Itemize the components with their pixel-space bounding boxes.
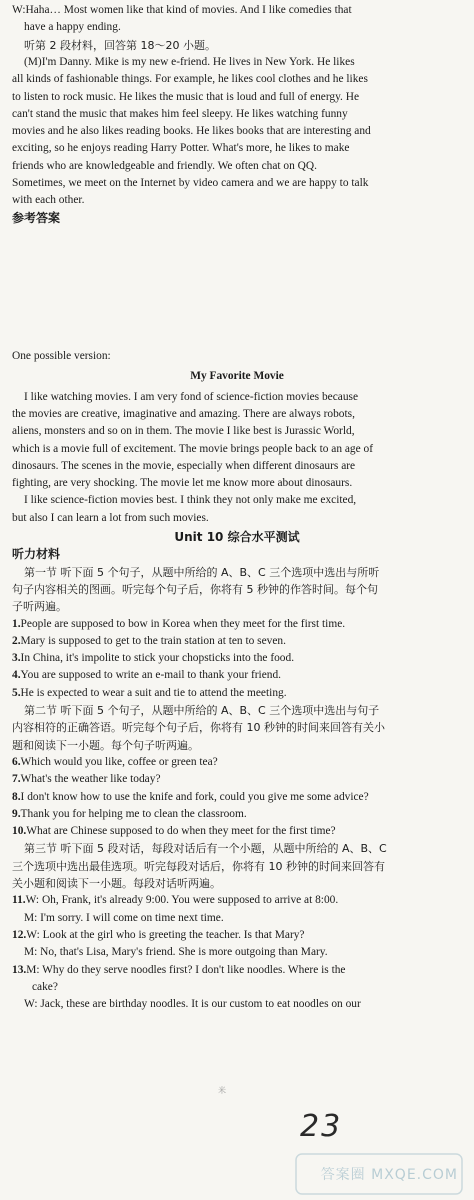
passage-line: have a happy ending.: [24, 21, 121, 34]
dialogue-line: [32, 979, 464, 996]
listening-sentence: [12, 667, 464, 684]
item-number: 3.: [12, 652, 21, 665]
item-number: 2.: [12, 634, 21, 647]
section-instruction: 关小题和阅读下一小题。每段对话听两遍。: [12, 877, 221, 890]
passage-line: friends who are knowledgeable and friendly. We often chat on QQ.: [12, 159, 317, 172]
section-instruction: 第三节 听下面 5 段对话，每段对话后有一个小题，从题中所给的 A、B、C: [24, 842, 387, 856]
essay-line: aliens, monsters and so on in them. The movie I like best is Jurassic World,: [12, 425, 355, 438]
item-number: 11.: [12, 894, 26, 907]
item-text: What's the weather like today?: [20, 773, 161, 786]
item-text: Which would you like, coffee or green tea?: [20, 755, 218, 768]
item-number: 10.: [12, 825, 27, 838]
section-instruction: 第一节 听下面 5 个句子，从题中所给的 A、B、C 三个选项中选出与所听: [24, 565, 380, 579]
passage-line: can't stand the music that makes him feel sleepy. He likes watching funny: [12, 107, 348, 120]
listening-heading: 听力材料: [12, 547, 61, 562]
item-text: Mary is supposed to get to the train station at ten to seven.: [20, 634, 286, 647]
listening-sentence: [12, 650, 464, 667]
dialogue-line: [12, 962, 464, 979]
passage-line: W:Haha… Most women like that kind of movies. And I like comedies that: [12, 4, 352, 16]
essay-line: the movies are creative, imaginative and amazing. There are always robots,: [12, 407, 355, 420]
item-text: He is expected to wear a suit and tie to attend the meeting.: [20, 686, 287, 699]
essay-line: but also I can learn a lot from such movies.: [12, 511, 209, 524]
unit-title: Unit 10 综合水平测试: [174, 530, 300, 544]
possible-version-label: One possible version:: [12, 350, 111, 362]
section-instruction: 句子内容相关的图画。听完每个句子后，你将有 5 秒钟的作答时间。每个句: [12, 582, 378, 596]
handwritten-page-number: 23: [300, 1109, 343, 1144]
answers-heading: 参考答案: [12, 210, 61, 225]
listening-sentence: [12, 823, 464, 840]
dialogue-line: [24, 944, 464, 961]
passage-line: with each other.: [12, 194, 85, 207]
item-text: cake?: [32, 980, 58, 993]
essay-line: I like science-fiction movies best. I think they not only make me excited,: [24, 494, 357, 507]
dialogue-line: [12, 927, 464, 944]
item-number: 12.: [12, 928, 27, 941]
item-text: M: I'm sorry. I will come on time next time.: [24, 911, 224, 924]
essay-line: fighting, are very shocking. The movie let me know more about dinosaurs.: [12, 477, 353, 490]
item-number: 4.: [12, 669, 21, 682]
small-mark: 米: [218, 1086, 226, 1095]
section-instruction: 三个选项中选出最佳选项。听完每段对话后，你将有 10 秒钟的时间来回答有: [12, 859, 385, 873]
item-text: Thank you for helping me to clean the classroom.: [20, 807, 247, 820]
essay-line: which is a movie full of excitement. The movie brings people back to an age of: [12, 442, 374, 455]
watermark-text: 答案圈 MXQE.COM: [320, 1166, 458, 1183]
essay-line: I like watching movies. I am very fond of science-fiction movies because: [24, 390, 359, 403]
item-text: You are supposed to write an e-mail to thank your friend.: [20, 669, 282, 682]
passage-line: Sometimes, we meet on the Internet by video camera and we are happy to talk: [12, 177, 369, 189]
passage-line: to listen to rock music. He likes the music that is loud and full of energy. He: [12, 90, 360, 103]
passage-line: all kinds of fashionable things. For example, he likes cool clothes and he likes: [12, 73, 368, 86]
item-text: W: Oh, Frank, it's already 9:00. You were supposed to arrive at 8:00.: [25, 894, 339, 907]
item-text: What are Chinese supposed to do when they meet for the first time?: [26, 825, 336, 838]
item-text: People are supposed to bow in Korea when they meet for the first time.: [20, 617, 346, 630]
item-number: 6.: [12, 755, 21, 768]
section-instruction: 内容相符的正确答语。听完每个句子后，你将有 10 秒钟的时间来回答有关小: [12, 721, 385, 735]
passage-line: (M)I'm Danny. Mike is my new e-friend. He lives in New York. He likes: [24, 55, 355, 68]
listening-sentence: [12, 771, 464, 788]
essay-title: My Favorite Movie: [190, 370, 284, 383]
listening-sentence: [12, 633, 464, 650]
essay-line: dinosaurs. The scenes in the movie, especially when different dinosaurs are: [12, 459, 356, 472]
dialogue-line: [24, 910, 464, 927]
item-text: M: Why do they serve noodles first? I don't like noodles. Where is the: [26, 963, 346, 976]
item-number: 5.: [12, 686, 21, 699]
item-number: 13.: [12, 963, 27, 976]
listening-sentence: [12, 616, 464, 633]
listening-sentence: [12, 806, 464, 823]
item-number: 9.: [12, 807, 21, 820]
passage-line: exciting, so he enjoys reading Harry Potter. What's more, he likes to make: [12, 142, 350, 155]
section-instruction: 子听两遍。: [12, 600, 67, 614]
item-text: I don't know how to use the knife and fork, could you give me some advice?: [20, 790, 369, 803]
item-text: W: Jack, these are birthday noodles. It is our custom to eat noodles on our: [24, 998, 361, 1011]
section-instruction: 第二节 听下面 5 个句子，从题中所给的 A、B、C 三个选项中选出与句子: [24, 704, 380, 717]
listening-sentence: [12, 789, 464, 806]
item-number: 7.: [12, 773, 21, 786]
item-number: 1.: [12, 617, 21, 630]
passage-line: movies and he also likes reading books. He likes books that are interesting and: [12, 125, 371, 138]
dialogue-line: [24, 996, 464, 1013]
item-text: W: Look at the girl who is greeting the teacher. Is that Mary?: [26, 928, 305, 941]
item-number: 8.: [12, 790, 21, 803]
item-text: In China, it's impolite to stick your chopsticks into the food.: [20, 652, 295, 665]
listening-sentence: [12, 685, 464, 702]
section-instruction: 题和阅读下一小题。每个句子听两遍。: [12, 738, 199, 752]
dialogue-line: [12, 892, 464, 909]
listening-sentence: [12, 754, 464, 771]
passage-line: 听第 2 段材料，回答第 18～20 小题。: [24, 38, 216, 52]
item-text: M: No, that's Lisa, Mary's friend. She is more outgoing than Mary.: [24, 946, 328, 959]
